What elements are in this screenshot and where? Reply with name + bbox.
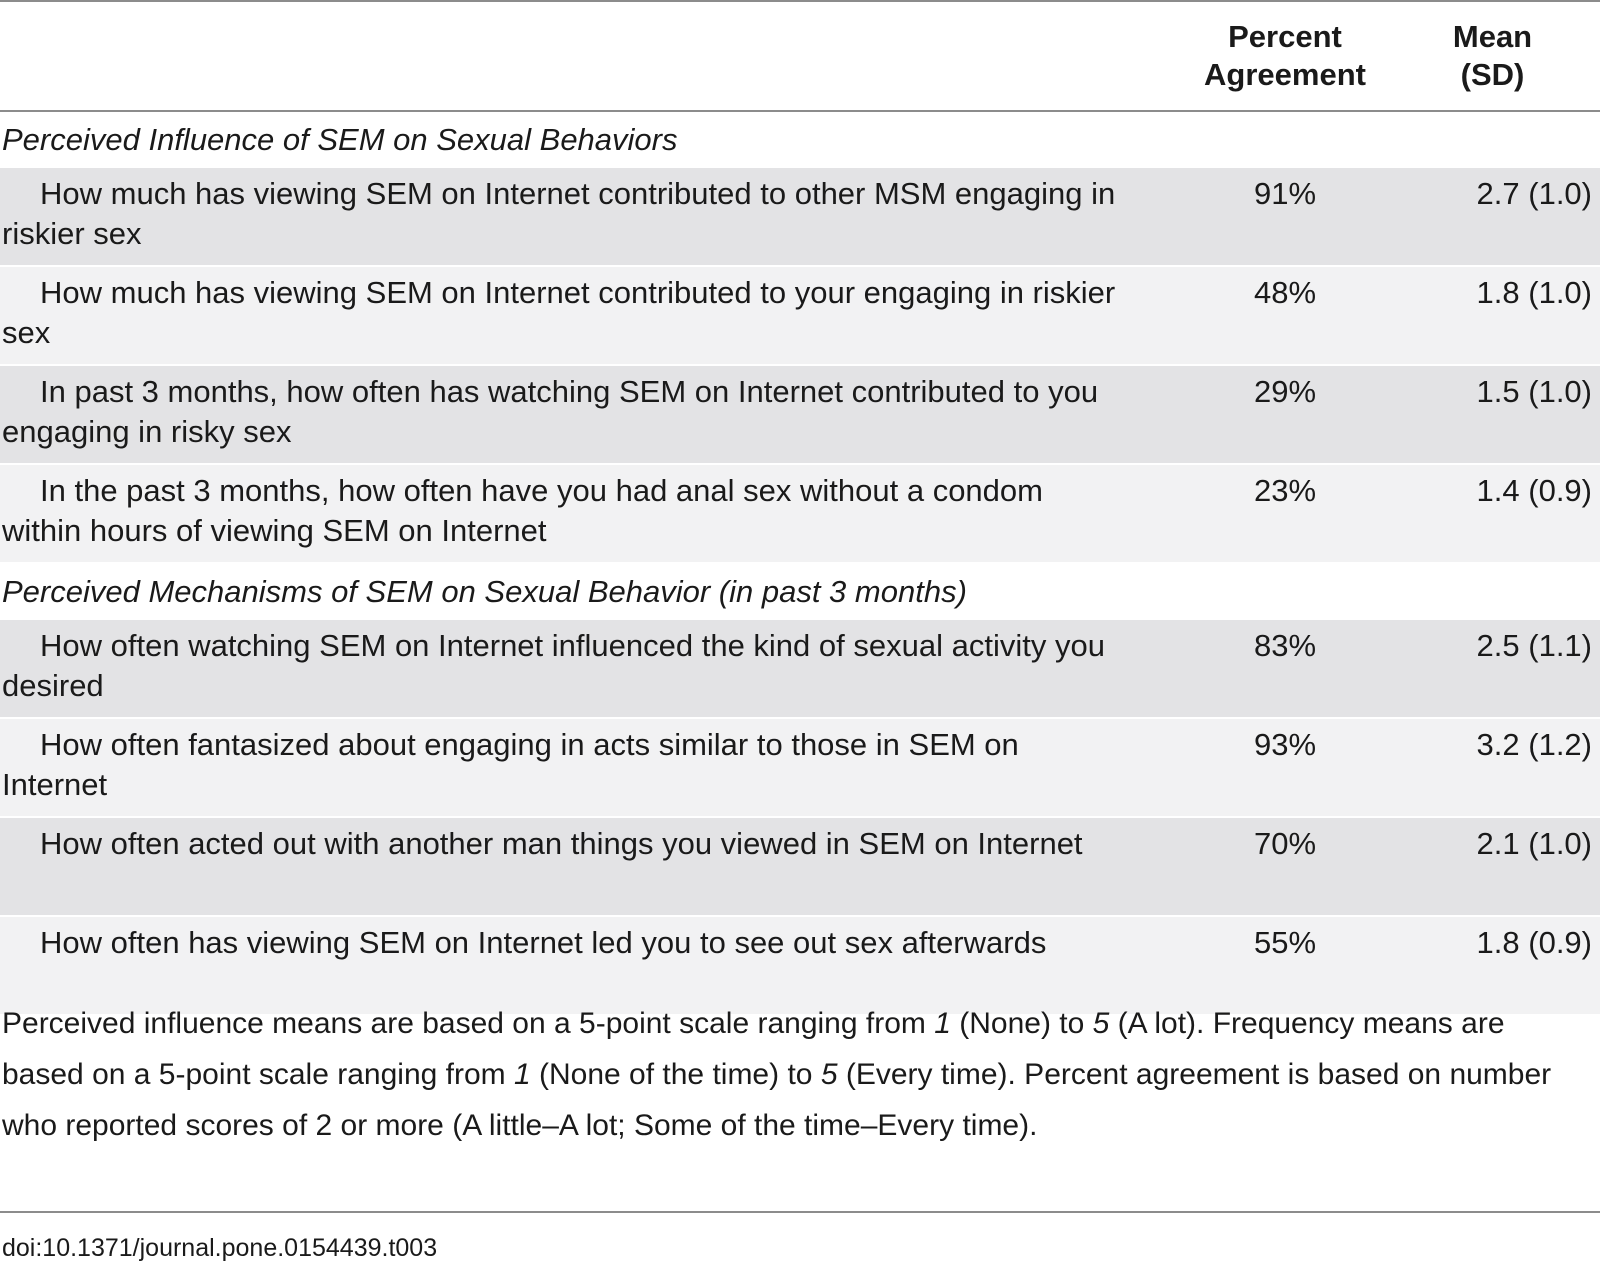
row-mean: 2.5 (1.1)	[1385, 620, 1600, 718]
row-label: How often fantasized about engaging in acts similar to those in SEM on Internet	[0, 718, 1185, 817]
row-label: How often watching SEM on Internet influenced the kind of sexual activity you desired	[0, 620, 1185, 718]
row-label: How much has viewing SEM on Internet contributed to other MSM engaging in riskier sex	[0, 168, 1185, 266]
header-mean-sd	[1385, 2, 1600, 111]
row-percent: 48%	[1185, 266, 1385, 365]
row-percent: 29%	[1185, 365, 1385, 464]
table-row	[0, 718, 1600, 817]
row-mean: 1.4 (0.9)	[1385, 464, 1600, 563]
row-mean: 3.2 (1.2)	[1385, 718, 1600, 817]
doi-link[interactable]: doi:10.1371/journal.pone.0154439.t003	[2, 1234, 438, 1262]
row-label: In past 3 months, how often has watching SEM on Internet contributed to you engaging in risky sex	[0, 365, 1185, 464]
row-percent: 91%	[1185, 168, 1385, 266]
section-title: Perceived Mechanisms of SEM on Sexual Behavior (in past 3 months)	[0, 563, 1600, 620]
section-header	[0, 563, 1600, 620]
row-percent: 83%	[1185, 620, 1385, 718]
row-label: How often acted out with another man things you viewed in SEM on Internet	[0, 817, 1185, 916]
row-label: In the past 3 months, how often have you had anal sex without a condom within hours of viewing SEM on Internet	[0, 464, 1185, 563]
row-mean: 1.8 (0.9)	[1385, 916, 1600, 1015]
table-row	[0, 266, 1600, 365]
header-percent-agreement	[1185, 2, 1385, 111]
table-row	[0, 464, 1600, 563]
table-row	[0, 620, 1600, 718]
row-percent: 23%	[1185, 464, 1385, 563]
row-mean: 2.7 (1.0)	[1385, 168, 1600, 266]
section-header	[0, 111, 1600, 168]
header-percent-line2: Agreement	[1204, 57, 1366, 92]
row-mean: 1.8 (1.0)	[1385, 266, 1600, 365]
row-mean: 2.1 (1.0)	[1385, 817, 1600, 916]
doi-divider	[0, 1211, 1600, 1213]
row-label: How much has viewing SEM on Internet contributed to your engaging in riskier sex	[0, 266, 1185, 365]
table-footnote: Perceived influence means are based on a 5-point scale ranging from 1 (None) to 5 (A lot). Frequency means are based on a 5-point scale ranging from 1 (None of the time) to 5 (Every time). Percent agreement is based on number who reported scores of 2 or more (A little–A lot; Some of the time–Every time).	[2, 1007, 1552, 1142]
table-row	[0, 168, 1600, 266]
header-percent-line1: Percent	[1228, 19, 1342, 54]
section-title: Perceived Influence of SEM on Sexual Behaviors	[0, 111, 1600, 168]
row-percent: 93%	[1185, 718, 1385, 817]
row-mean: 1.5 (1.0)	[1385, 365, 1600, 464]
row-percent: 55%	[1185, 916, 1385, 1015]
row-label: How often has viewing SEM on Internet led you to see out sex afterwards	[0, 916, 1185, 1015]
header-mean-line1: Mean	[1452, 19, 1533, 54]
header-mean-line2: (SD)	[1460, 57, 1525, 92]
row-percent: 70%	[1185, 817, 1385, 916]
table-row	[0, 817, 1600, 916]
header-row	[0, 2, 1600, 111]
header-label	[0, 2, 1185, 111]
table-row	[0, 365, 1600, 464]
